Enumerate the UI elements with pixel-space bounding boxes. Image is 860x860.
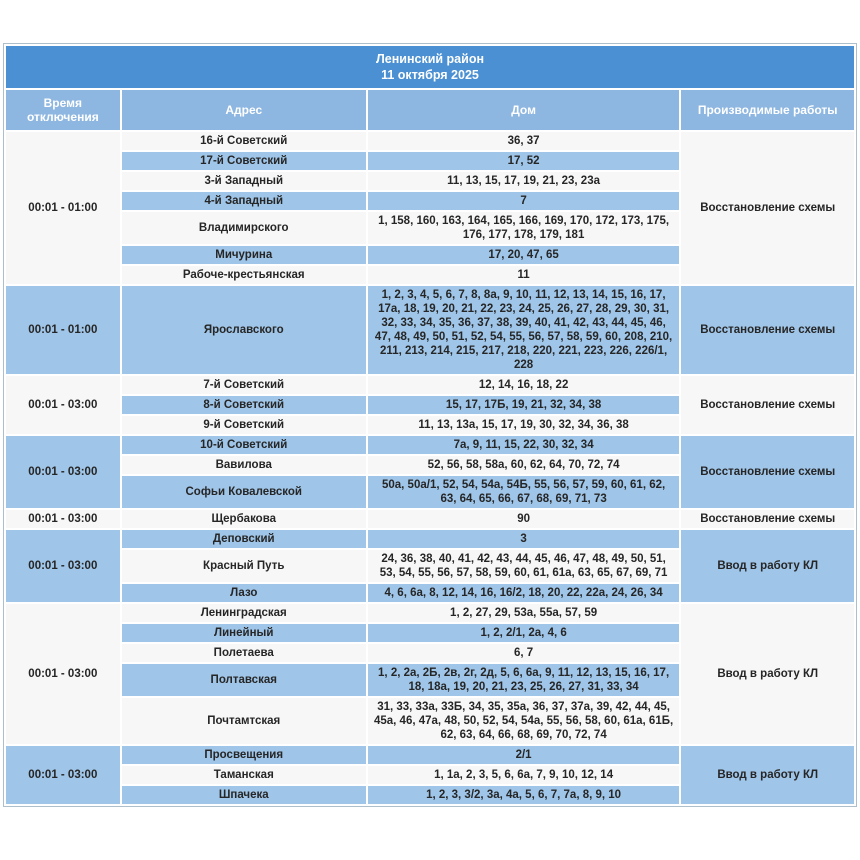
street-cell: Мичурина — [122, 246, 366, 264]
street-cell: Щербакова — [122, 510, 366, 528]
street-cell: 8-й Советский — [122, 396, 366, 414]
work-cell: Восстановление схемы — [681, 132, 854, 284]
houses-cell: 3 — [368, 530, 680, 548]
houses-cell: 50а, 50а/1, 52, 54, 54а, 54Б, 55, 56, 57, 59, 60, 61, 62, 63, 64, 65, 66, 67, 68, 69, 71, 73 — [368, 476, 680, 508]
street-cell: 16-й Советский — [122, 132, 366, 150]
houses-cell: 1, 1а, 2, 3, 5, 6, 6а, 7, 9, 10, 12, 14 — [368, 766, 680, 784]
street-cell: 3-й Западный — [122, 172, 366, 190]
table-row — [6, 604, 854, 622]
time-cell: 00:01 - 03:00 — [6, 604, 120, 744]
houses-cell: 7 — [368, 192, 680, 210]
work-cell: Восстановление схемы — [681, 436, 854, 508]
houses-cell: 52, 56, 58, 58а, 60, 62, 64, 70, 72, 74 — [368, 456, 680, 474]
work-cell: Восстановление схемы — [681, 286, 854, 374]
street-cell: 9-й Советский — [122, 416, 366, 434]
houses-cell: 1, 2, 27, 29, 53а, 55а, 57, 59 — [368, 604, 680, 622]
outage-schedule — [4, 44, 856, 806]
outage-table — [4, 44, 856, 806]
houses-cell: 24, 36, 38, 40, 41, 42, 43, 44, 45, 46, 47, 48, 49, 50, 51, 53, 54, 55, 56, 57, 58, 59, 60, 61, 61а, 63, 65, 67, 69, 71 — [368, 550, 680, 582]
street-cell: Шпачека — [122, 786, 366, 804]
time-cell: 00:01 - 03:00 — [6, 376, 120, 434]
houses-cell: 1, 158, 160, 163, 164, 165, 166, 169, 170, 172, 173, 175, 176, 177, 178, 179, 181 — [368, 212, 680, 244]
work-cell: Ввод в работу КЛ — [681, 604, 854, 744]
street-cell: 10-й Советский — [122, 436, 366, 454]
table-row — [6, 286, 854, 374]
column-header-house: Дом — [368, 90, 680, 130]
houses-cell: 1, 2, 2/1, 2а, 4, 6 — [368, 624, 680, 642]
work-cell: Ввод в работу КЛ — [681, 746, 854, 804]
street-cell: Ленинградская — [122, 604, 366, 622]
time-cell: 00:01 - 03:00 — [6, 530, 120, 602]
table-title — [6, 46, 854, 88]
houses-cell: 11, 13, 13а, 15, 17, 19, 30, 32, 34, 36, 38 — [368, 416, 680, 434]
street-cell: Деповский — [122, 530, 366, 548]
column-header-work: Производимые работы — [681, 90, 854, 130]
street-cell: Просвещения — [122, 746, 366, 764]
time-cell: 00:01 - 03:00 — [6, 436, 120, 508]
table-row — [6, 746, 854, 764]
street-cell: Владимирского — [122, 212, 366, 244]
houses-cell: 7а, 9, 11, 15, 22, 30, 32, 34 — [368, 436, 680, 454]
street-cell: Линейный — [122, 624, 366, 642]
district-title: Ленинский район — [375, 52, 484, 66]
street-cell: Красный Путь — [122, 550, 366, 582]
houses-cell: 15, 17, 17Б, 19, 21, 32, 34, 38 — [368, 396, 680, 414]
street-cell: 4-й Западный — [122, 192, 366, 210]
houses-cell: 4, 6, 6а, 8, 12, 14, 16, 16/2, 18, 20, 22, 22а, 24, 26, 34 — [368, 584, 680, 602]
houses-cell: 17, 20, 47, 65 — [368, 246, 680, 264]
table-row — [6, 376, 854, 394]
houses-cell: 12, 14, 16, 18, 22 — [368, 376, 680, 394]
street-cell: Полтавская — [122, 664, 366, 696]
time-cell: 00:01 - 01:00 — [6, 286, 120, 374]
houses-cell: 1, 2, 3, 3/2, 3а, 4а, 5, 6, 7, 7а, 8, 9, 10 — [368, 786, 680, 804]
time-cell: 00:01 - 03:00 — [6, 510, 120, 528]
houses-cell: 17, 52 — [368, 152, 680, 170]
street-cell: Таманская — [122, 766, 366, 784]
work-cell: Восстановление схемы — [681, 376, 854, 434]
street-cell: Ярославского — [122, 286, 366, 374]
houses-cell: 6, 7 — [368, 644, 680, 662]
time-cell: 00:01 - 01:00 — [6, 132, 120, 284]
houses-cell: 90 — [368, 510, 680, 528]
table-row — [6, 436, 854, 454]
work-cell: Ввод в работу КЛ — [681, 530, 854, 602]
street-cell: Вавилова — [122, 456, 366, 474]
street-cell: 7-й Советский — [122, 376, 366, 394]
work-cell: Восстановление схемы — [681, 510, 854, 528]
street-cell: Полетаева — [122, 644, 366, 662]
table-row — [6, 530, 854, 548]
column-header-address: Адрес — [122, 90, 366, 130]
column-header-row — [6, 90, 854, 130]
table-row — [6, 132, 854, 150]
table-row — [6, 510, 854, 528]
houses-cell: 11, 13, 15, 17, 19, 21, 23, 23а — [368, 172, 680, 190]
street-cell: Софьи Ковалевской — [122, 476, 366, 508]
time-cell: 00:01 - 03:00 — [6, 746, 120, 804]
street-cell: 17-й Советский — [122, 152, 366, 170]
street-cell: Лазо — [122, 584, 366, 602]
houses-cell: 11 — [368, 266, 680, 284]
outage-table-body — [6, 132, 854, 804]
houses-cell: 36, 37 — [368, 132, 680, 150]
title-row — [6, 46, 854, 88]
street-cell: Почтамтская — [122, 698, 366, 744]
houses-cell: 31, 33, 33а, 33Б, 34, 35, 35а, 36, 37, 37а, 39, 42, 44, 45, 45а, 46, 47а, 48, 50, 52, 54, 54а, 55, 56, 58, 60, 61а, 61Б, 62, 63, 64, 66, 68, 69, 70, 72, 74 — [368, 698, 680, 744]
street-cell: Рабоче-крестьянская — [122, 266, 366, 284]
houses-cell: 2/1 — [368, 746, 680, 764]
houses-cell: 1, 2, 2а, 2Б, 2в, 2г, 2д, 5, 6, 6а, 9, 11, 12, 13, 15, 16, 17, 18, 18а, 19, 20, 21, 23, 25, 26, 27, 31, 33, 34 — [368, 664, 680, 696]
houses-cell: 1, 2, 3, 4, 5, 6, 7, 8, 8а, 9, 10, 11, 12, 13, 14, 15, 16, 17, 17а, 18, 19, 20, 21, 22, 23, 24, 25, 26, 27, 28, 29, 30, 31, 32, 33, 34, 35, 36, 37, 38, 39, 40, 41, 42, 43, 44, 45, 46, 47, 48, 49, 50, 51, 52, 54, 55, 56, 57, 58, 59, 60, 208, 210, 211, 213, 214, 215, 217, 218, 220, 221, 223, 226, 226/1, 228 — [368, 286, 680, 374]
column-header-time: Время отключения — [6, 90, 120, 130]
date-title: 11 октября 2025 — [381, 68, 479, 82]
